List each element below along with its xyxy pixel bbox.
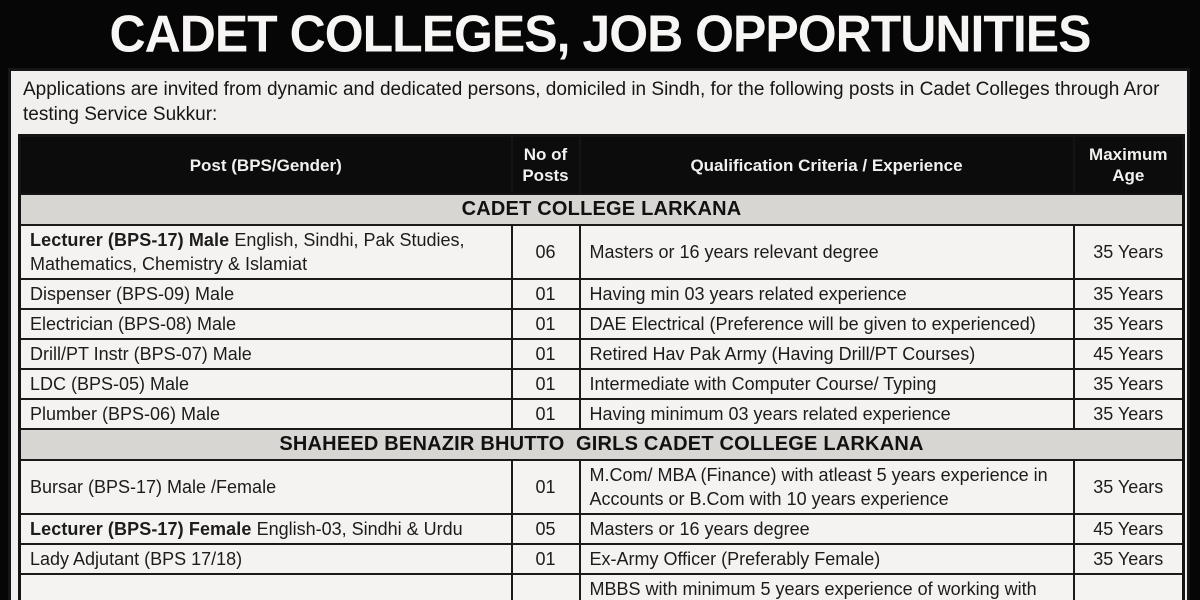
table-row <box>20 574 1184 600</box>
post-cell <box>20 544 512 574</box>
table-row <box>20 460 1184 514</box>
qualification-cell: Retired Hav Pak Army (Having Drill/PT Courses) <box>580 339 1074 369</box>
max-age-cell: 45 Years <box>1074 514 1184 544</box>
max-age-cell: 35 Years <box>1074 225 1184 279</box>
post-cell <box>20 460 512 514</box>
table-row <box>20 369 1184 399</box>
max-age-cell: 35 Years <box>1074 279 1184 309</box>
post-text: LDC (BPS-05) Male <box>30 374 190 394</box>
max-age-cell: 45 Years <box>1074 339 1184 369</box>
qualification-cell: Masters or 16 years relevant degree <box>580 225 1074 279</box>
max-age-cell: 35 Years <box>1074 369 1184 399</box>
post-cell <box>20 369 512 399</box>
post-cell <box>20 339 512 369</box>
table-row <box>20 309 1184 339</box>
table-row <box>20 279 1184 309</box>
posts-count-cell: 05 <box>512 514 580 544</box>
post-text: English-03, Sindhi & Urdu <box>256 519 463 539</box>
table-header-row <box>20 136 1184 195</box>
post-text: Electrician (BPS-08) Male <box>30 314 237 334</box>
qualification-cell: Having min 03 years related experience <box>580 279 1074 309</box>
intro-line-1: Applications are invited from dynamic and dedicated persons, domiciled in Sindh, for the following posts in Cadet Colleges through Aror <box>23 79 1160 100</box>
post-text: Bursar (BPS-17) Male /Female <box>30 477 277 497</box>
posts-count-cell: 01 <box>512 279 580 309</box>
posts-count-cell: 01 <box>512 309 580 339</box>
posts-count-cell: 06 <box>512 225 580 279</box>
max-age-cell: 35 Years <box>1074 544 1184 574</box>
qualification-cell: MBBS with minimum 5 years experience of working with <box>580 574 1074 600</box>
posts-count-cell: 01 <box>512 544 580 574</box>
post-bold-text: Lecturer (BPS-17) Female <box>30 519 257 539</box>
qualification-cell: Ex-Army Officer (Preferably Female) <box>580 544 1074 574</box>
post-cell <box>20 309 512 339</box>
intro-line-2: testing Service Sukkur: <box>23 104 218 125</box>
ad-body <box>8 68 1190 600</box>
qualification-cell: Having minimum 03 years related experience <box>580 399 1074 429</box>
max-age-cell <box>1074 574 1184 600</box>
max-age-cell: 35 Years <box>1074 460 1184 514</box>
table-row <box>20 225 1184 279</box>
table-row <box>20 514 1184 544</box>
posts-count-cell: 01 <box>512 339 580 369</box>
post-cell <box>20 225 512 279</box>
section-title: CADET COLLEGE LARKANA <box>20 194 1184 225</box>
qualification-cell: M.Com/ MBA (Finance) with atleast 5 years experience in Accounts or B.Com with 10 years experience <box>580 460 1074 514</box>
header-post: Post (BPS/Gender) <box>20 136 512 195</box>
post-text: Drill/PT Instr (BPS-07) Male <box>30 344 252 364</box>
max-age-cell: 35 Years <box>1074 399 1184 429</box>
table-row <box>20 399 1184 429</box>
table-row <box>20 544 1184 574</box>
posts-count-cell: 01 <box>512 460 580 514</box>
post-text: Lady Adjutant (BPS 17/18) <box>30 549 243 569</box>
table-rows <box>20 194 1184 600</box>
post-cell <box>20 514 512 544</box>
post-cell <box>20 574 512 600</box>
newspaper-ad-banner <box>0 0 1200 68</box>
section-title: SHAHEED BENAZIR BHUTTO GIRLS CADET COLLEGE LARKANA <box>20 429 1184 460</box>
posts-count-cell: 01 <box>512 399 580 429</box>
post-text: Plumber (BPS-06) Male <box>30 404 221 424</box>
header-no-of-posts: No of Posts <box>512 136 580 195</box>
table-row <box>20 339 1184 369</box>
intro-paragraph <box>11 71 1187 134</box>
post-cell <box>20 279 512 309</box>
posts-count-cell: 01 <box>512 369 580 399</box>
jobs-table <box>18 134 1185 600</box>
header-maximum-age: Maximum Age <box>1074 136 1184 195</box>
post-bold-text: Lecturer (BPS-17) Male <box>30 230 235 250</box>
post-cell <box>20 399 512 429</box>
header-qualification: Qualification Criteria / Experience <box>580 136 1074 195</box>
post-text: English, Sindhi, Pak Studies, Mathematics, Chemistry & Islamiat <box>30 230 465 274</box>
ad-title: CADET COLLEGES, JOB OPPORTUNITIES <box>109 4 1091 64</box>
posts-count-cell <box>512 574 580 600</box>
max-age-cell: 35 Years <box>1074 309 1184 339</box>
section-header-row <box>20 429 1184 460</box>
qualification-cell: Intermediate with Computer Course/ Typing <box>580 369 1074 399</box>
qualification-cell: Masters or 16 years degree <box>580 514 1074 544</box>
qualification-cell: DAE Electrical (Preference will be given to experienced) <box>580 309 1074 339</box>
post-text: Dispenser (BPS-09) Male <box>30 284 235 304</box>
section-header-row <box>20 194 1184 225</box>
